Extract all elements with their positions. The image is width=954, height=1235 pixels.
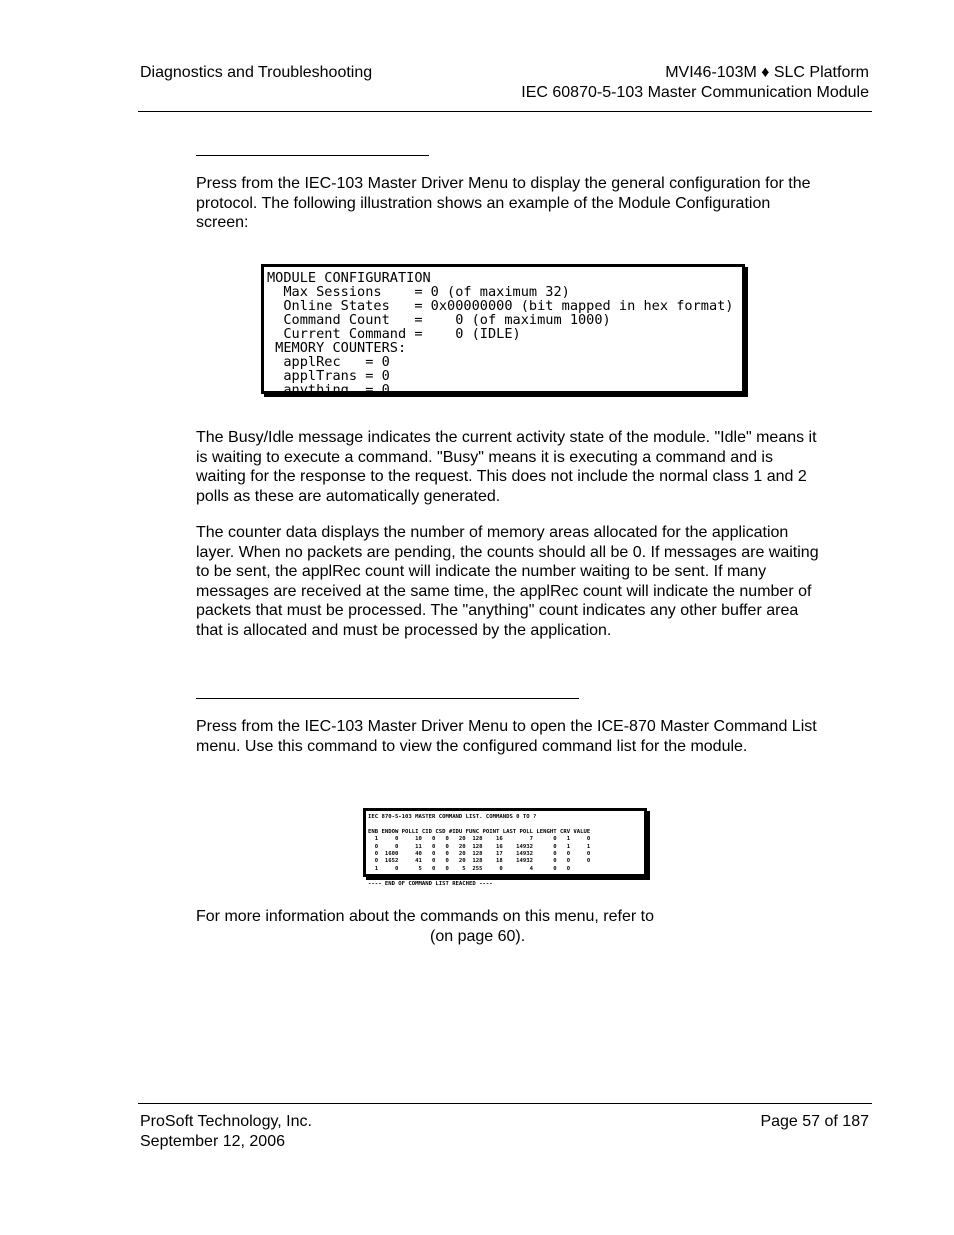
terminal-line: 1 0 10 0 0 20 128 16 7 0 1 0 xyxy=(368,836,591,843)
section1-heading-rule xyxy=(196,155,429,156)
header-divider xyxy=(138,111,872,112)
terminal-line: Max Sessions = 0 (of maximum 32) xyxy=(267,284,570,300)
header-product-subtitle: IEC 60870-5-103 Master Communication Module xyxy=(521,84,869,101)
terminal-line: applTrans = 0 xyxy=(267,368,390,384)
terminal-line: Command Count = 0 (of maximum 1000) xyxy=(267,312,611,328)
footer-date: September 12, 2006 xyxy=(140,1133,285,1150)
more-info-paragraph xyxy=(196,907,821,946)
terminal-line: ENB ENDOW POLLI CID CSD #IDU FUNC POINT LAST POLL LENGHT CRV VALUE xyxy=(368,828,591,835)
terminal-line: ---- END OF COMMAND LIST REACHED ---- xyxy=(368,880,493,887)
busy-idle-text: The Busy/Idle message indicates the current activity state of the module. "Idle" means it is waiting to execute a command. "Busy" means it is executing a command and is waiting for the response to the request. This does not include the normal class 1 and 2 polls as these are automatically generated. xyxy=(196,429,817,505)
footer-page-number: Page 57 of 187 xyxy=(760,1113,869,1130)
terminal-line: 0 1600 40 0 0 20 128 17 14932 0 0 0 xyxy=(368,851,591,858)
section2-heading-rule xyxy=(196,698,579,699)
terminal-line: 0 0 11 0 0 20 128 16 14932 0 1 1 xyxy=(368,843,591,850)
terminal-line: anything = 0 xyxy=(267,382,390,398)
more-info-text: For more information about the commands on this menu, refer to xyxy=(196,908,654,925)
section1-intro-text: Press from the IEC-103 Master Driver Menu to display the general configuration for the protocol. The following illustration shows an example of the Module Configuration screen: xyxy=(196,175,811,232)
terminal-line: 1 0 5 0 0 5 255 0 4 0 0 xyxy=(368,865,571,872)
footer-company: ProSoft Technology, Inc. xyxy=(140,1113,312,1130)
counter-data-text: The counter data displays the number of memory areas allocated for the application layer. When no packets are pending, the counts should all be 0. If messages are waiting to be sent, the applRec count will indicate the number waiting to be sent. If many messages are received at the same time, the applRec count will indicate the number of packets that must be processed. The "anything" count indicates any other buffer area that is allocated and must be processed by the application. xyxy=(196,524,819,639)
terminal-line: MODULE CONFIGURATION xyxy=(267,270,431,286)
terminal-line: Online States = 0x00000000 (bit mapped in hex format) xyxy=(267,298,734,314)
section2-intro-text: Press from the IEC-103 Master Driver Menu to open the ICE-870 Master Command List menu. Use this command to view the configured command list for the module. xyxy=(196,718,817,755)
terminal-line: MEMORY COUNTERS: xyxy=(267,340,407,356)
header-section-title: Diagnostics and Troubleshooting xyxy=(140,64,373,81)
header-product-title: MVI46-103M ♦ SLC Platform xyxy=(665,64,869,81)
busy-idle-paragraph xyxy=(196,428,821,506)
more-info-page-ref: (on page 60). xyxy=(430,927,526,945)
terminal-line xyxy=(368,873,644,880)
terminal-line: applRec = 0 xyxy=(267,354,390,370)
terminal-line: 0 1652 41 0 0 20 128 18 14932 0 0 0 xyxy=(368,858,591,865)
terminal-line: Current Command = 0 (IDLE) xyxy=(267,326,521,342)
section1-intro-paragraph xyxy=(196,174,821,233)
terminal-line: IEC 870-5-103 MASTER COMMAND LIST. COMMANDS 0 TO ? xyxy=(368,814,537,820)
counter-data-paragraph xyxy=(196,523,821,641)
section2-intro-paragraph xyxy=(196,717,821,756)
module-configuration-screen xyxy=(261,264,745,398)
command-list-screen xyxy=(363,808,647,887)
terminal-line xyxy=(368,821,644,828)
footer-divider xyxy=(138,1103,872,1104)
